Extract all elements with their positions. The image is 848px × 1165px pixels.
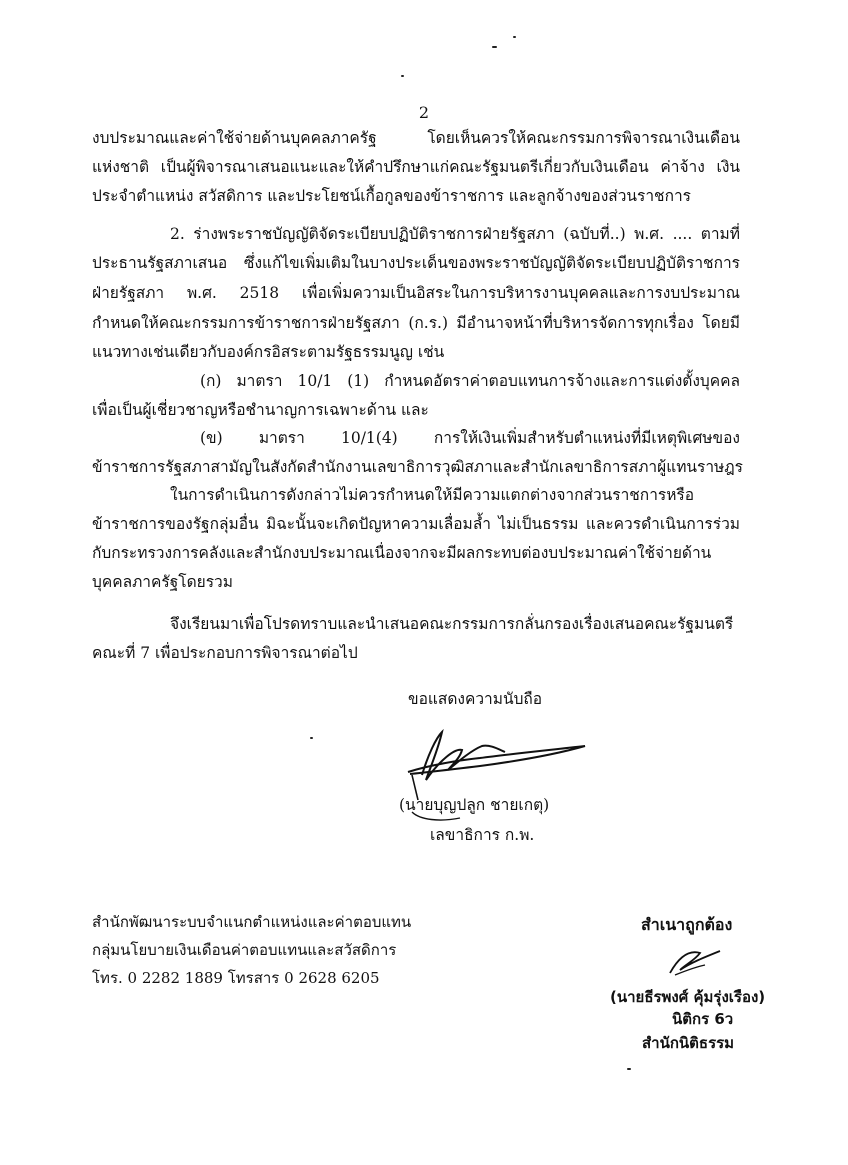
item-b-line: ข้าราชการรัฐสภาสามัญในสังกัดสำนักงานเลขาธิการวุฒิสภาและสำนักเลขาธิการสภาผู้แทนราษฎร (92, 458, 743, 476)
footer-group: กลุ่มนโยบายเงินเดือนค่าตอบแทนและสวัสดิการ (92, 941, 397, 959)
scan-speck (627, 1068, 631, 1070)
scan-speck (492, 46, 497, 48)
certified-copy-title: สำเนาถูกต้อง (641, 915, 733, 934)
paragraph-line: ข้าราชการของรัฐกลุ่มอื่น มิฉะนั้นจะเกิดปัญหาความเลื่อมล้ำ ไม่เป็นธรรม และควรดำเนินการร่วม (92, 515, 740, 533)
scan-speck (513, 36, 516, 38)
paragraph-line: งบประมาณและค่าใช้จ่ายด้านบุคคลภาครัฐ โดยเห็นควรให้คณะกรรมการพิจารณาเงินเดือน (92, 129, 740, 147)
paragraph-line: ประธานรัฐสภาเสนอ ซึ่งแก้ไขเพิ่มเติมในบางประเด็นของพระราชบัญญัติจัดระเบียบปฏิบัติราชการ (92, 254, 740, 272)
closing-line: จึงเรียนมาเพื่อโปรดทราบและนำเสนอคณะกรรมการกลั่นกรองเรื่องเสนอคณะรัฐมนตรี (170, 615, 734, 633)
paragraph-line: กำหนดให้คณะกรรมการข้าราชการฝ่ายรัฐสภา (ก.ร.) มีอำนาจหน้าที่บริหารจัดการทุกเรื่อง โดยมี (92, 314, 740, 332)
closing-line: คณะที่ 7 เพื่อประกอบการพิจารณาต่อไป (92, 644, 358, 662)
paragraph-line: กับกระทรวงการคลังและสำนักงบประมาณเนื่องจากจะมีผลกระทบต่องบประมาณค่าใช้จ่ายด้าน (92, 544, 712, 562)
item-a-line: (ก) มาตรา 10/1 (1) กำหนดอัตราค่าตอบแทนการจ้างและการแต่งตั้งบุคคล (200, 372, 740, 390)
paragraph-line: แห่งชาติ เป็นผู้พิจารณาเสนอแนะและให้คำปรึกษาแก่คณะรัฐมนตรีเกี่ยวกับเงินเดือน ค่าจ้าง เงิน (92, 158, 740, 176)
paragraph-line: 2. ร่างพระราชบัญญัติจัดระเบียบปฏิบัติราชการฝ่ายรัฐสภา (ฉบับที่..) พ.ศ. .... ตามที่ (170, 225, 740, 243)
paragraph-line: บุคคลภาครัฐโดยรวม (92, 573, 233, 591)
certifier-signature (665, 945, 725, 980)
footer-contact: โทร. 0 2282 1889 โทรสาร 0 2628 6205 (92, 969, 380, 987)
page-number: 2 (418, 103, 430, 122)
footer-office: สำนักพัฒนาระบบจำแนกตำแหน่งและค่าตอบแทน (92, 913, 412, 931)
paragraph-line: แนวทางเช่นเดียวกับองค์กรอิสระตามรัฐธรรมนูญ เช่น (92, 343, 445, 361)
signer-position: เลขาธิการ ก.พ. (430, 826, 535, 844)
paragraph-line: ประจำตำแหน่ง สวัสดิการ และประโยชน์เกื้อกูลของข้าราชการ และลูกจ้างของส่วนราชการ (92, 187, 691, 205)
paragraph-line: ฝ่ายรัฐสภา พ.ศ. 2518 เพื่อเพิ่มความเป็นอิสระในการบริหารงานบุคคลและการงบประมาณ (92, 284, 740, 302)
certifier-position: นิติกร 6ว (672, 1010, 734, 1028)
scan-speck (310, 737, 313, 739)
item-a-line: เพื่อเป็นผู้เชี่ยวชาญหรือชำนาญการเฉพาะด้าน และ (92, 401, 429, 419)
certifier-name: (นายธีรพงศ์ คุ้มรุ่งเรือง) (610, 988, 766, 1006)
item-b-line: (ข) มาตรา 10/1(4) การให้เงินเพิ่มสำหรับตำแหน่งที่มีเหตุพิเศษของ (200, 429, 740, 447)
scan-speck (401, 75, 404, 77)
signer-name: (นายบุญปลูก ชายเกตุ) (399, 796, 550, 814)
salutation: ขอแสดงความนับถือ (408, 690, 543, 708)
paragraph-line: ในการดำเนินการดังกล่าวไม่ควรกำหนดให้มีความแตกต่างจากส่วนราชการหรือ (170, 486, 695, 504)
certifier-office: สำนักนิติธรรม (642, 1034, 735, 1052)
